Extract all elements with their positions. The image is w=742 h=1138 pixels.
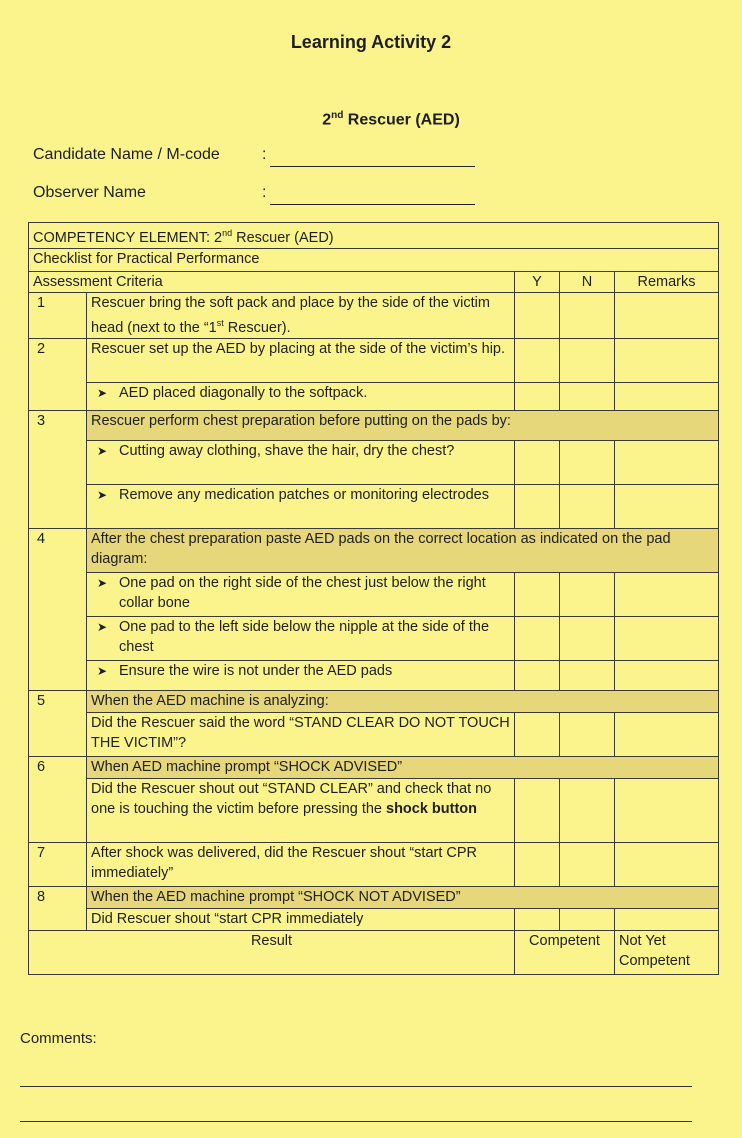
table-row [29, 292, 719, 338]
yes-checkbox-cell[interactable] [515, 484, 560, 528]
no-checkbox-cell[interactable] [560, 484, 615, 528]
arrow-bullet-icon: ➤ [97, 487, 108, 502]
yes-column-header: Y [515, 271, 560, 292]
criteria-subitem: ➤ One pad on the right side of the chest just below the right collar bone [87, 572, 515, 616]
table-row [29, 842, 719, 886]
criteria-heading: After the chest preparation paste AED pads on the correct location as indicated on the pad diagram: [87, 528, 719, 572]
criteria-heading: Rescuer perform chest preparation before putting on the pads by: [87, 410, 719, 440]
header-row [29, 271, 719, 292]
yes-checkbox-cell[interactable] [515, 292, 560, 338]
criteria-text: Did the Rescuer said the word “STAND CLEAR DO NOT TOUCH THE VICTIM”? [87, 712, 515, 756]
yes-checkbox-cell[interactable] [515, 712, 560, 756]
yes-checkbox-cell[interactable] [515, 660, 560, 690]
no-checkbox-cell[interactable] [560, 440, 615, 484]
row-number: 3 [29, 410, 87, 528]
comment-line[interactable] [20, 1121, 692, 1122]
criteria-text: After shock was delivered, did the Rescuer shout “start CPR immediately” [87, 842, 515, 886]
table-row [29, 712, 719, 756]
yes-checkbox-cell[interactable] [515, 440, 560, 484]
no-checkbox-cell[interactable] [560, 712, 615, 756]
remarks-cell[interactable] [615, 660, 719, 690]
yes-checkbox-cell[interactable] [515, 778, 560, 842]
row-number: 5 [29, 690, 87, 756]
table-row [29, 616, 719, 660]
no-checkbox-cell[interactable] [560, 292, 615, 338]
candidate-colon: : [262, 146, 267, 163]
criteria-subitem: ➤ One pad to the left side below the nipple at the side of the chest [87, 616, 515, 660]
criteria-text: Did Rescuer shout “start CPR immediately [87, 908, 515, 930]
remarks-cell[interactable] [615, 572, 719, 616]
observer-name-label: Observer Name [33, 184, 146, 201]
criteria-heading: When the AED machine prompt “SHOCK NOT ADVISED” [87, 886, 719, 908]
remarks-column-header: Remarks [615, 271, 719, 292]
row-number: 6 [29, 756, 87, 842]
remarks-cell[interactable] [615, 908, 719, 930]
row-number: 1 [29, 292, 87, 338]
criteria-text: Rescuer bring the soft pack and place by the side of the victim head (next to the “1st Rescuer). [87, 292, 515, 338]
criteria-subitem: ➤ Remove any medication patches or monitoring electrodes [87, 484, 515, 528]
candidate-name-label: Candidate Name / M-code [33, 146, 220, 163]
table-row [29, 690, 719, 712]
arrow-bullet-icon: ➤ [97, 663, 108, 678]
remarks-cell[interactable] [615, 842, 719, 886]
remarks-cell[interactable] [615, 440, 719, 484]
candidate-name-field[interactable] [270, 146, 475, 167]
comment-line[interactable] [20, 1086, 692, 1087]
no-column-header: N [560, 271, 615, 292]
table-row [29, 908, 719, 930]
table-row [29, 572, 719, 616]
checklist-row [29, 248, 719, 271]
page-subtitle: 2nd Rescuer (AED) [322, 110, 460, 129]
row-number: 7 [29, 842, 87, 886]
no-checkbox-cell[interactable] [560, 338, 615, 382]
assessment-criteria-header: Assessment Criteria [29, 271, 515, 292]
table-row [29, 756, 719, 778]
criteria-heading: When the AED machine is analyzing: [87, 690, 719, 712]
no-checkbox-cell[interactable] [560, 660, 615, 690]
not-yet-competent-option[interactable]: Not Yet Competent [615, 930, 719, 974]
criteria-subitem: ➤ Cutting away clothing, shave the hair, dry the chest? [87, 440, 515, 484]
yes-checkbox-cell[interactable] [515, 572, 560, 616]
no-checkbox-cell[interactable] [560, 382, 615, 410]
arrow-bullet-icon: ➤ [97, 619, 108, 634]
arrow-bullet-icon: ➤ [97, 385, 108, 400]
yes-checkbox-cell[interactable] [515, 908, 560, 930]
table-row [29, 886, 719, 908]
page-title: Learning Activity 2 [290, 32, 452, 52]
table-row [29, 778, 719, 842]
result-label: Result [29, 930, 515, 974]
criteria-text: Did the Rescuer shout out “STAND CLEAR” and check that no one is touching the victim before pressing the shock button [87, 778, 515, 842]
remarks-cell[interactable] [615, 616, 719, 660]
remarks-cell[interactable] [615, 484, 719, 528]
comments-label: Comments: [20, 1030, 97, 1047]
yes-checkbox-cell[interactable] [515, 382, 560, 410]
checklist-table [28, 222, 719, 975]
arrow-bullet-icon: ➤ [97, 443, 108, 458]
result-row [29, 930, 719, 974]
remarks-cell[interactable] [615, 292, 719, 338]
no-checkbox-cell[interactable] [560, 778, 615, 842]
no-checkbox-cell[interactable] [560, 908, 615, 930]
no-checkbox-cell[interactable] [560, 842, 615, 886]
table-row [29, 484, 719, 528]
row-number: 4 [29, 528, 87, 690]
arrow-bullet-icon: ➤ [97, 575, 108, 590]
remarks-cell[interactable] [615, 338, 719, 382]
table-row [29, 528, 719, 572]
criteria-heading: When AED machine prompt “SHOCK ADVISED” [87, 756, 719, 778]
table-row [29, 338, 719, 382]
no-checkbox-cell[interactable] [560, 616, 615, 660]
remarks-cell[interactable] [615, 778, 719, 842]
yes-checkbox-cell[interactable] [515, 338, 560, 382]
criteria-subitem: ➤ Ensure the wire is not under the AED pads [87, 660, 515, 690]
observer-name-field[interactable] [270, 184, 475, 205]
row-number: 8 [29, 886, 87, 930]
competent-option[interactable]: Competent [515, 930, 615, 974]
competency-element: COMPETENCY ELEMENT: 2nd Rescuer (AED) [29, 223, 719, 249]
table-row [29, 382, 719, 410]
table-row [29, 440, 719, 484]
yes-checkbox-cell[interactable] [515, 616, 560, 660]
competency-row [29, 223, 719, 249]
criteria-text: Rescuer set up the AED by placing at the side of the victim’s hip. [87, 338, 515, 382]
table-row [29, 660, 719, 690]
no-checkbox-cell[interactable] [560, 572, 615, 616]
table-row [29, 410, 719, 440]
observer-colon: : [262, 184, 267, 201]
checklist-heading: Checklist for Practical Performance [29, 248, 719, 271]
criteria-subitem: ➤ AED placed diagonally to the softpack. [87, 382, 515, 410]
row-number: 2 [29, 338, 87, 410]
yes-checkbox-cell[interactable] [515, 842, 560, 886]
remarks-cell[interactable] [615, 382, 719, 410]
remarks-cell[interactable] [615, 712, 719, 756]
